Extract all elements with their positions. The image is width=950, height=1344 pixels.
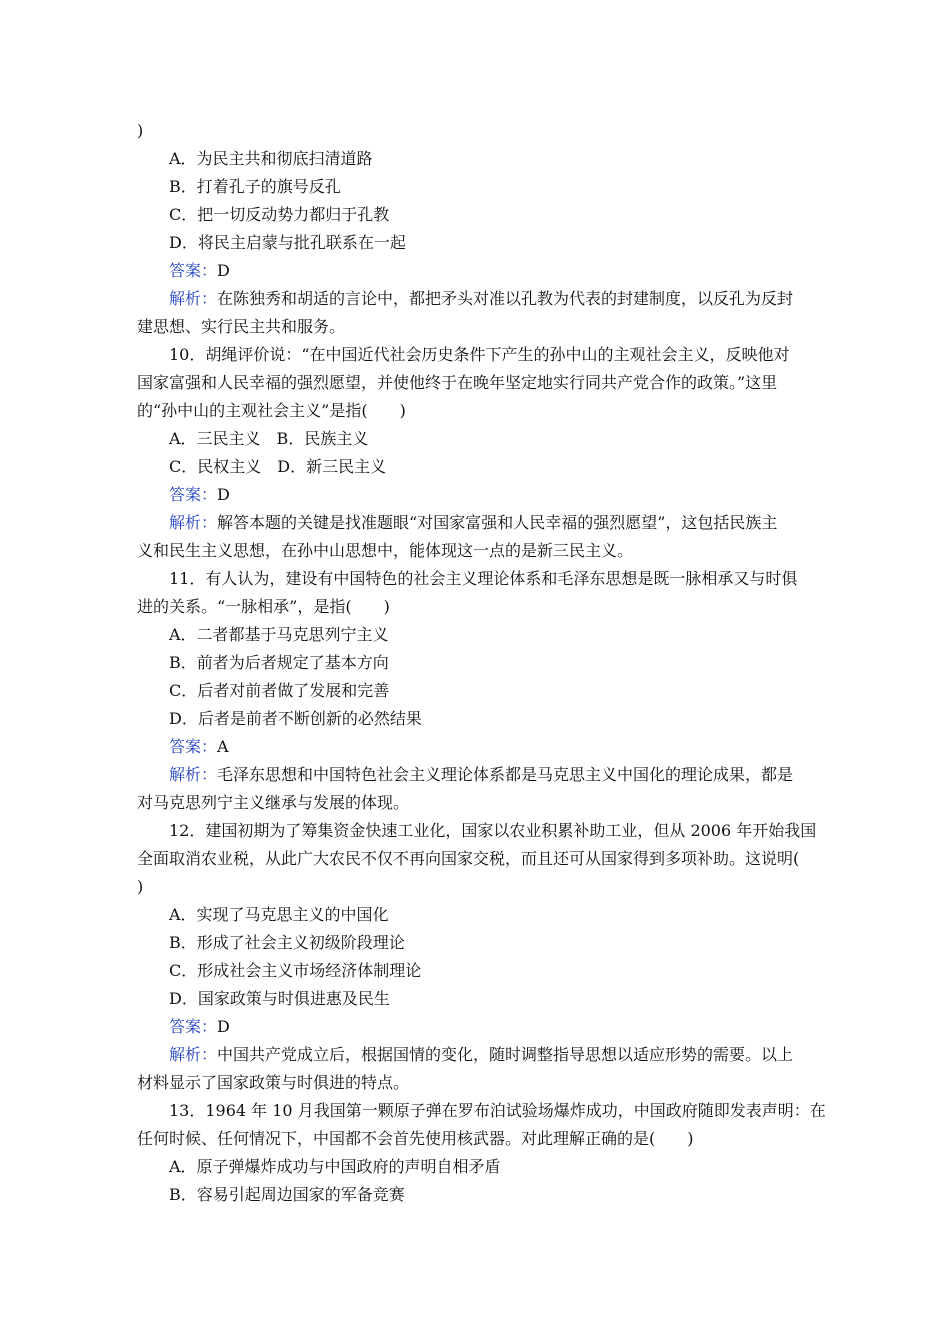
q11-option-a: A．二者都基于马克思列宁主义 — [169, 625, 389, 644]
q12-stem-end: ) — [137, 877, 144, 896]
q13-option-b: B．容易引起周边国家的军备竞赛 — [169, 1185, 405, 1204]
analysis-label: 解析： — [169, 1045, 218, 1064]
q10-stem-continued: 国家富强和人民幸福的强烈愿望，并使他终于在晚年坚定地实行同共产党合作的政策。”这里 — [137, 373, 778, 392]
q12-analysis: 解析：中国共产党成立后，根据国情的变化，随时调整指导思想以适应形势的需要。以上 — [169, 1045, 794, 1064]
q12-answer: 答案：D — [169, 1017, 230, 1036]
q11-stem: 11．有人认为，建设有中国特色的社会主义理论体系和毛泽东思想是既一脉相承又与时俱 — [169, 569, 798, 588]
q11-answer: 答案：A — [169, 737, 229, 756]
answer-label: 答案： — [169, 737, 218, 756]
answer-label: 答案： — [169, 261, 218, 280]
q11-analysis: 解析：毛泽东思想和中国特色社会主义理论体系都是马克思主义中国化的理论成果，都是 — [169, 765, 794, 784]
q12-option-b: B．形成了社会主义初级阶段理论 — [169, 933, 405, 952]
analysis-label: 解析： — [169, 289, 218, 308]
q9-stem-tail: ) — [137, 121, 144, 140]
q12-option-d: D．国家政策与时俱进惠及民生 — [169, 989, 390, 1008]
q11-option-d: D．后者是前者不断创新的必然结果 — [169, 709, 422, 728]
q13-option-a: A．原子弹爆炸成功与中国政府的声明自相矛盾 — [169, 1157, 501, 1176]
q10-stem: 10．胡绳评价说：“在中国近代社会历史条件下产生的孙中山的主观社会主义，反映他对 — [169, 345, 790, 364]
q11-stem-continued: 进的关系。“一脉相承”，是指( ) — [137, 597, 390, 616]
q12-option-c: C．形成社会主义市场经济体制理论 — [169, 961, 422, 980]
q12-stem-continued: 全面取消农业税，从此广大农民不仅不再向国家交税，而且还可从国家得到多项补助。这说明( — [137, 849, 800, 868]
q9-option-d: D．将民主启蒙与批孔联系在一起 — [169, 233, 406, 252]
q10-options-cd: C．民权主义 D．新三民主义 — [169, 457, 387, 476]
q9-answer: 答案：D — [169, 261, 230, 280]
q12-option-a: A．实现了马克思主义的中国化 — [169, 905, 389, 924]
q9-option-a: A．为民主共和彻底扫清道路 — [169, 149, 373, 168]
q13-stem-continued: 任何时候、任何情况下，中国都不会首先使用核武器。对此理解正确的是( ) — [137, 1129, 694, 1148]
q10-analysis: 解析：解答本题的关键是找准题眼“对国家富强和人民幸福的强烈愿望”，这包括民族主 — [169, 513, 778, 532]
q10-answer: 答案：D — [169, 485, 230, 504]
q9-option-b: B．打着孔子的旗号反孔 — [169, 177, 341, 196]
analysis-label: 解析： — [169, 513, 218, 532]
q12-analysis-continued: 材料显示了国家政策与时俱进的特点。 — [137, 1073, 410, 1092]
q10-stem-end: 的“孙中山的主观社会主义”是指( ) — [137, 401, 406, 420]
q10-analysis-continued: 义和民生主义思想，在孙中山思想中，能体现这一点的是新三民主义。 — [137, 541, 634, 560]
q11-option-b: B．前者为后者规定了基本方向 — [169, 653, 389, 672]
answer-label: 答案： — [169, 1017, 218, 1036]
q11-analysis-continued: 对马克思列宁主义继承与发展的体现。 — [137, 793, 410, 812]
q9-analysis-continued: 建思想、实行民主共和服务。 — [137, 317, 346, 336]
q9-option-c: C．把一切反动势力都归于孔教 — [169, 205, 390, 224]
q12-stem: 12．建国初期为了筹集资金快速工业化，国家以农业积累补助工业，但从 2006 年开始我国 — [169, 821, 817, 840]
q9-analysis: 解析：在陈独秀和胡适的言论中，都把矛头对准以孔教为代表的封建制度，以反孔为反封 — [169, 289, 794, 308]
answer-label: 答案： — [169, 485, 218, 504]
q10-options-ab: A．三民主义 B．民族主义 — [169, 429, 369, 448]
q11-option-c: C．后者对前者做了发展和完善 — [169, 681, 390, 700]
q13-stem: 13．1964 年 10 月我国第一颗原子弹在罗布泊试验场爆炸成功，中国政府随即发表声明：在 — [169, 1101, 826, 1120]
analysis-label: 解析： — [169, 765, 218, 784]
